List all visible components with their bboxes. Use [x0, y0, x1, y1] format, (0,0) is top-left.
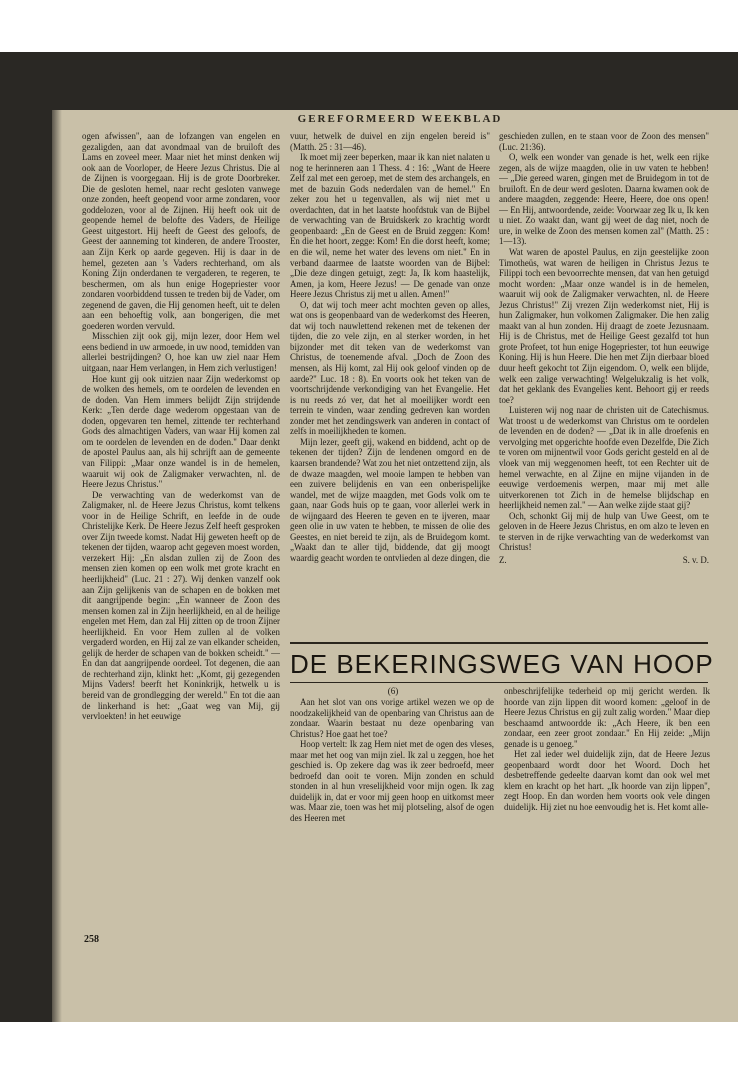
paragraph: O, welk een wonder van genade is het, welk een rijke zegen, als de wijze maagden, olie in uw vaten te hebben! — „Die gereed waren, gingen met de Bruidegom in tot de bruiloft. En de deur werd gesloten. Daarna kwamen ook de andere maagden, zeggende: Heere, Heere, doe ons open! — En Hij, antwoordende, zeide: Voorwaar zeg Ik u, Ik ken u niet. Zo waakt dan, want gij weet de dag niet, noch de ure, in welke de Zoon des mensen komen zal" (Matth. 25 : 1—13). [499, 152, 709, 247]
paragraph: geschieden zullen, en te staan voor de Zoon des mensen" (Luc. 21:36). [499, 131, 709, 152]
signature-right: S. v. D. [682, 554, 709, 565]
scan-margin-bottom [0, 1022, 738, 1068]
paragraph: onbeschrijfelijke tederheid op mij gericht werden. Ik hoorde van zijn lippen dit woord komen: „geloof in de Heere Jezus Christus en gij zult zalig worden." Maar diep beschaamd antwoordde ik: „Ach Heere, ik ben een zondaar, een zeer groot zondaar." En Hij zeide: „Mijn genade is u genoeg." [504, 686, 710, 749]
paragraph: Och, schonkt Gij mij de hulp van Uwe Geest, om te geloven in de Heere Jezus Christus, en om alzo te leven en te sterven in de rijke verwachting van de wederkomst van Christus! [499, 510, 709, 553]
text-column-1 [82, 131, 280, 931]
paragraph: Hoop vertelt: Ik zag Hem niet met de ogen des vleses, maar met het oog van mijn ziel. Ik zal u zeggen, hoe het geschied is. Op zekere dag was ik zeer bedroefd, meer bedroefd dan ooit te voren. Mijn zonden en schuld stonden in al hun vreselijkheid voor mijn ogen. Ik zag duidelijk in, dat er voor mij geen hoop en uitkomst meer was. Maar zie, toen was het mij plotseling, alsof de ogen des Heeren met [290, 739, 494, 824]
page-number: 258 [84, 934, 99, 945]
article-divider-bottom [290, 682, 708, 683]
article-column-b [504, 686, 710, 933]
signature-left: Z. [499, 554, 507, 565]
article-column-a [290, 697, 494, 933]
article-part-number: (6) [387, 686, 399, 696]
paragraph: ogen afwissen", aan de lofzangen van engelen en gezaligden, aan dat avondmaal van de bruiloft des Lams en zoveel meer. Maar niet het minst denken wij ook aan de Voorloper, de Heere Jezus Christus. Die al de Zijnen is voorgegaan. Hij is de grote Doorbreker. Die de gesloten hemel, naar recht gesloten vanwege onze zonden, heeft geopend voor arme zondaren, voor goddelozen, voor al de Zijnen. Hij heeft ook uit de geopende hemel de belofte des Vaders, de Heilige Geest uitgestort. Hij heeft de Geest des geloofs, de Geest der aanneming tot kinderen, de andere Trooster, aan Zijn Kerk op aarde gegeven. Hij is daar in de hemel, gezeten aan 's Vaders rechterhand, om als Koning Zijn onderdanen te vergaderen, te regeren, te beschermen, om als hun enige Hogepriester voor zondaren voorbiddend tussen te treden bij de Vader, om zegenend de gaven, die Hij genomen heeft, uit te delen aan een behoeftig volk, aan bongerigen, die met goederen worden vervuld. [82, 131, 280, 331]
text-column-2 [290, 131, 490, 639]
paragraph: Wat waren de apostel Paulus, en zijn geestelijke zoon Timotheüs, wat waren de heiligen in Christus Jezus te Filippi toch een bevoorrechte mensen, dat van hen getuigd mocht worden: „Maar onze wandel is in de hemelen, waaruit wij ook de Zaligmaker verwachten, nl. de Heere Jezus Christus!" Zij vrezen Zijn wederkomst niet, Hij is hun Zaligmaker, hun volkomen Zaligmaker. Die hen zalig maakt van al hun zonden. Hij draagt de zoete Jezusnaam. Hij is de Christus, met de Heilige Geest gezalfd tot hun grote Profeet, tot hun enige Hogepriester, tot hun eeuwige Koning. Hij is hun Heere. Die hen met Zijn dierbaar bloed duur heeft gekocht tot Zijn eigendom. O, welk een blijde, welk een zalige verwachting! Welgelukzalig is het volk, dat het geklank des Evangelies kent. Behoort gij er reeds toe? [499, 247, 709, 405]
paragraph: Misschien zijt ook gij, mijn lezer, door Hem wel eens bediend in uw armoede, in uw nood, temidden van allerlei bestrijdingen? O, hoe kan uw ziel naar Hem uitgaan, naar Hem verlangen, in Hem zich verlustigen! [82, 331, 280, 374]
scan-margin-top [0, 0, 738, 52]
paragraph: vuur, hetwelk de duivel en zijn engelen bereid is" (Matth. 25 : 31—46). [290, 131, 490, 152]
running-title: GEREFORMEERD WEEKBLAD [297, 113, 503, 125]
article-divider-top [290, 642, 708, 644]
page-fold-shadow [52, 110, 62, 1022]
paragraph: Het zal ieder wel duidelijk zijn, dat de Heere Jezus geopenbaard wordt door het Woord. Doch het desbetreffende gedeelte daarvan komt dan ook wel met klem en kracht op het hart. „Ik hoorde van zijn lippen", zegt Hoop. En dan worden hem voorts ook vele dingen duidelijk. Hij ziet nu hoe eenvoudig het is. Het komt alle- [504, 749, 710, 813]
paragraph: Luisteren wij nog naar de christen uit de Catechismus. Wat troost u de wederkomst van Christus om te oordelen de levenden en de doden? — „Dat ik in alle droefenis en vervolging met opgerichte hoofde even Dezelfde, Die Zich te voren om mijnentwil voor Gods gericht gesteld en al de vloek van mij weggenomen heeft, tot een Rechter uit de hemel verwachte, en al Zijne en mijne vijanden in de eeuwige verdoemenis werpen, maar mij met alle uitverkorenen tot Zich in de hemelse blijdschap en heerlijkheid nemen zal." — Aan welke zijde staat gij? [499, 405, 709, 511]
text-column-3 [499, 131, 709, 639]
paragraph: De verwachting van de wederkomst van de Zaligmaker, nl. de Heere Jezus Christus, komt telkens voor in de Heilige Schrift, en leefde in de oude Christelijke Kerk. De Heere Jezus Zelf heeft gesproken over Zijn tweede komst. Nadat Hij geweten heeft op de tekenen der tijden, waarop acht gegeven moest worden, verzekert Hij: „En alsdan zullen zij de Zoon des mensen zien komen op een wolk met grote kracht en heerlijkheid" (Luc. 21 : 27). Wij denken vanzelf ook aan Zijn gelijkenis van de schapen en de bokken met dit aangrijpende begin: „En wanneer de Zoon des mensen komen zal in Zijn heerlijkheid, en al de heilige engelen met Hem, dan zal Hij zitten op de troon Zijner heerlijkheid. En voor Hem zullen al de volken vergaderd worden, en Hij zal ze van elkander scheiden, gelijk de herder de schapen van de bokken scheidt." — En dan dat aangrijpende oordeel. Tot degenen, die aan de rechterhand zijn, klinkt het: „Komt, gij gezegenden Mijns Vaders! beerft het Koninkrijk, hetwelk u is bereid van de grondlegging der wereld." En tot die aan de linkerhand is het: „Gaat weg van Mij, gij vervloekten! in het eeuwige [82, 489, 280, 722]
author-signature [499, 555, 709, 566]
paragraph: Ik moet mij zeer beperken, maar ik kan niet nalaten u nog te herinneren aan 1 Thess. 4 : 16: „Want de Heere Zelf zal met een geroep, met de stem des archangels, en met de bazuin Gods nederdalen van de hemel." En zeker zou het u tegenvallen, als wij niet met u overdachten, dat in het laatste hoofdstuk van de Bijbel de verwachting van de Bruidskerk zo krachtig wordt geopenbaard: „En de Geest en de Bruid zeggen: Kom! En die het hoort, zegge: Kom! En die dorst heeft, kome; en die wil, neme het water des levens om niet." En in verband daarmee de laatste woorden van de Bijbel: „Die deze dingen getuigt, zegt: Ja, Ik kom haastelijk, Amen, ja kom, Heere Jezus! — De genade van onze Heere Jezus Christus zij met u allen. Amen!" [290, 152, 490, 300]
article-title: DE BEKERINGSWEG VAN HOOP [290, 649, 714, 679]
paragraph: Aan het slot van ons vorige artikel wezen we op de noodzakelijkheid van de openbaring van Christus aan de zondaar. Waarin bestaat nu deze openbaring van Christus? Hoe gaat het toe? [290, 697, 494, 739]
paragraph: Mijn lezer, geeft gij, wakend en biddend, acht op de tekenen der tijden? Zijn de lendenen omgord en de kaarsen brandende? Wat zou het niet ontzettend zijn, als de dwaze maagden, wel mooie lampen te hebben van een zuivere belijdenis en van een onberispelijke wandel, met de wijze maagden, met Gods volk om te gaan, naar Gods huis op te gaan, voor allerlei werk in de wijngaard des Heeren te geven en te ijveren, maar geen olie in uw vaten te hebben, te missen de olie des Geestes, en niet bereid te zijn, als de Bruidegom komt. „Waakt dan te aller tijd, biddende, dat gij moogt waardig geacht worden te ontvlieden al deze dingen, die [290, 436, 490, 563]
paragraph: O, dat wij toch meer acht mochten geven op alles, wat ons is geopenbaard van de wederkomst des Heeren, dat wij toch nauwlettend rekenen met de tekenen der tijden, die zo vele zijn, en al sterker worden, in het bijzonder met dit teken van de wederkomst van Christus, de toenemende afval. „Doch de Zoon des mensen, als Hij komt, zal Hij ook geloof vinden op de aarde?" Luc. 18 : 8). En voorts ook het teken van de voortschrijdende verkondiging van het Evangelie. Het is nu reeds zó ver, dat het al moeilijker wordt een terrein te vinden, waar zending gedreven kan worden zonder met het zendingswerk van anderen in contact of zelfs in moeilijkheden te komen. [290, 299, 490, 437]
paragraph: Hoe kunt gij ook uitzien naar Zijn wederkomst op de wolken des hemels, om te oordelen de levenden en de doden. Van Hem immers belijdt Zijn strijdende Kerk: „Ten derde dage wederom opgestaan van de doden, opgevaren ten hemel, zittende ter rechterhand Gods des almachtigen Vaders, van waar Hij komen zal om te oordelen de levenden en de doden." Daar denkt de apostel Paulus aan, als hij schrijft aan de gemeente van Filippi: „Maar onze wandel is in de hemelen, waaruit wij ook de Zaligmaker verwachten, nl. de Heere Jezus Christus." [82, 373, 280, 490]
